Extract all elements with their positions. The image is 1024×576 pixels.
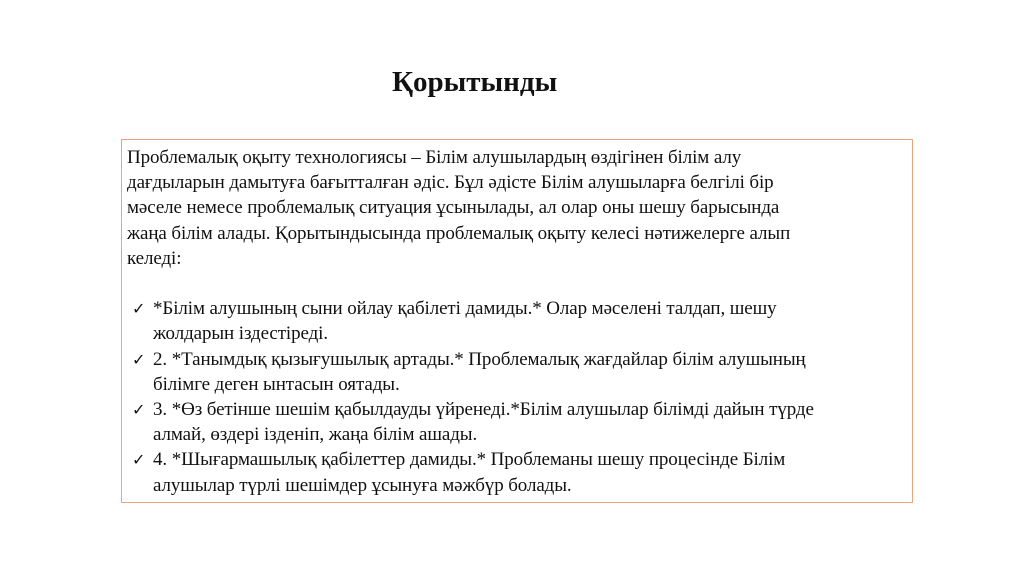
intro-paragraph xyxy=(127,145,908,271)
check-icon: ✓ xyxy=(132,299,146,319)
list-item-line: алмай, өздері ізденіп, жаңа білім ашады. xyxy=(153,424,478,446)
list-item xyxy=(127,347,908,397)
list-item xyxy=(127,397,908,447)
list-item xyxy=(127,296,908,346)
check-icon: ✓ xyxy=(132,349,146,369)
intro-line: Проблемалық оқыту технологиясы – Білім алушылардың өздігінен білім алу xyxy=(127,147,742,168)
list-item-line: 3. *Өз бетінше шешім қабылдауды үйренеді.*Білім алушылар білімді дайын түрде xyxy=(153,399,814,421)
results-list xyxy=(127,296,908,498)
intro-line: дағдыларын дамытуға бағытталған әдіс. Бұл әдісте Білім алушыларға белгілі бір xyxy=(127,172,774,194)
check-icon: ✓ xyxy=(132,450,146,470)
content-box xyxy=(121,139,913,503)
list-item xyxy=(127,447,908,497)
slide-title: Қорытынды xyxy=(392,66,558,98)
check-icon: ✓ xyxy=(132,400,146,420)
intro-line: жаңа білім алады. Қорытындысында проблемалық оқыту келесі нәтижелерге алып xyxy=(127,222,791,244)
list-item-line: жолдарын іздестіреді. xyxy=(153,323,328,345)
list-item-line: алушылар түрлі шешімдер ұсынуға мәжбүр болады. xyxy=(153,474,572,496)
intro-line: мәселе немесе проблемалық ситуация ұсынылады, ал олар оны шешу барысында xyxy=(127,197,780,219)
list-item-line: 2. *Танымдық қызығушылық артады.* Проблемалық жағдайлар білім алушының xyxy=(153,348,806,370)
list-item-line: 4. *Шығармашылық қабілеттер дамиды.* Проблеманы шешу процесінде Білім xyxy=(153,449,786,471)
paragraph-spacer xyxy=(127,271,908,296)
intro-line: келеді: xyxy=(127,247,182,269)
list-item-line: білімге деген ынтасын оятады. xyxy=(153,373,400,395)
list-item-line: *Білім алушының сыни ойлау қабілеті дамиды.* Олар мәселені талдап, шешу xyxy=(153,298,777,320)
